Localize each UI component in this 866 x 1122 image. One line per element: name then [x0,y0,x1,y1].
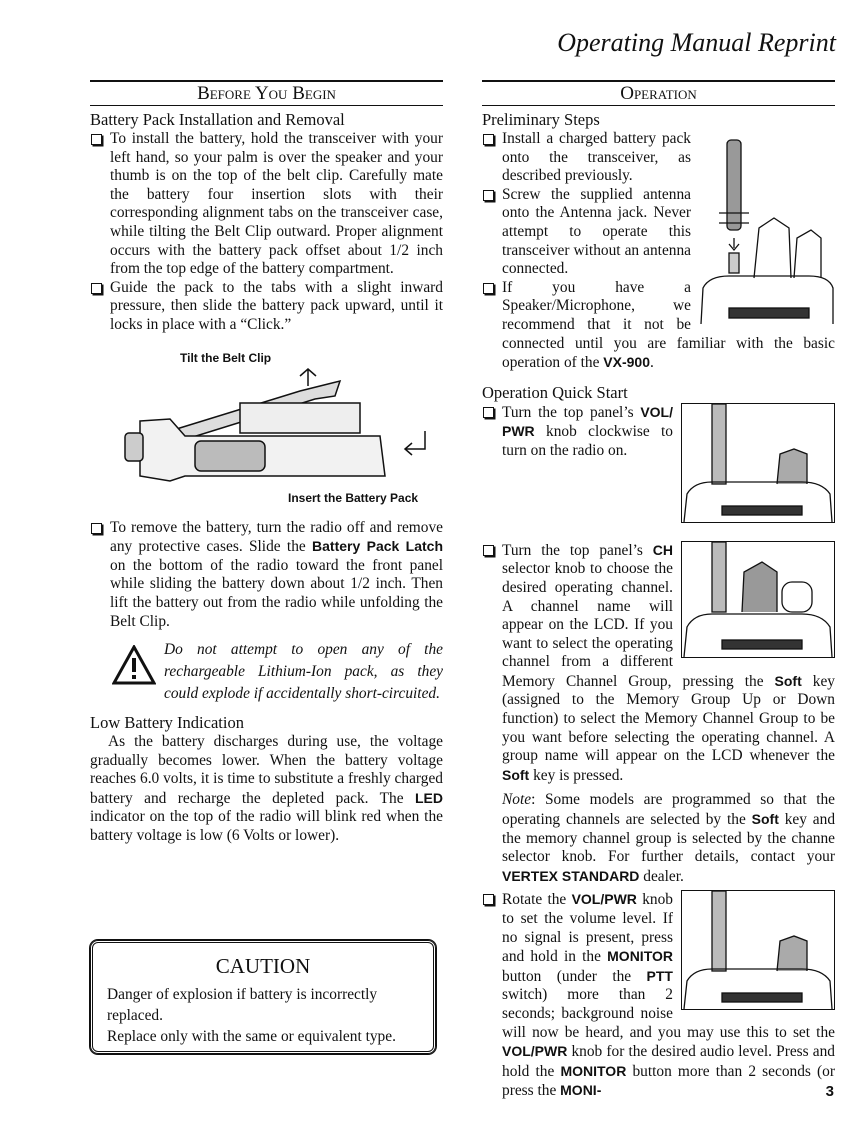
warning-triangle-icon [112,645,156,685]
insert-battery-label: Insert the Battery Pack [288,490,419,505]
caution-line-2: Replace only with the same or equivalent type. [107,1027,396,1045]
text-run: To install the battery, hold the transceiver with your left hand, so your palm is over the speaker and your thumb is on the top of the belt clip. Carefully mate the battery four insertion slots with their corresponding alignment tabs on the transceiver case, while tilting the Belt Clip outward. Proper alignment occurs with the battery pack offset about 1/2 inch from the top edge of the battery compartment. [110,130,443,278]
bullet-remove [90,519,443,632]
paragraph-text [482,791,835,886]
text-run: Install a charged battery pack onto the transceiver, as described previously. [502,130,691,185]
bullet-install-battery [482,130,835,186]
left-column [90,80,443,846]
section-before-you-begin: Before You Begin [90,80,443,106]
preliminary-heading: Preliminary Steps [482,110,600,129]
bold-term: Soft [502,766,530,783]
paragraph-text [502,890,835,1101]
paragraph-text [502,279,835,373]
text-run: indicator on the top of the radio will blink red when the battery voltage is low (6 Volts or lower). [90,808,443,845]
text-run: Turn the top panel’s [502,403,641,421]
checkbox-bullet-icon [483,134,494,145]
checkbox-bullet-icon [483,545,494,556]
caution-title: CAUTION [215,954,311,978]
warning-text: Do not attempt to open any of the rechargeable Lithium-Ion pack, as they could explode if accidentally short-circuited. [164,641,443,703]
paragraph-text [502,541,835,786]
page-header: Operating Manual Reprint [557,28,836,57]
bullet-volume [482,890,835,1101]
paragraph-text [110,519,443,632]
bold-term: CH [652,541,673,558]
paragraph-text [110,130,443,279]
text-run: : Some models are programmed so that the operating channels are selected by the [502,791,835,829]
right-column [482,80,835,1101]
bold-term: Battery Pack Latch [312,538,443,555]
text-run: Note [502,791,532,809]
text-run: Turn the top panel’s [502,541,653,559]
warning-note [112,639,443,705]
text-run: knob for the desired audio level. Press and hold the [502,1043,835,1080]
text-run: . [650,354,654,372]
text-run: If you have a Speaker/Microphone, we recommend that it not be connected until you are familiar with the basic operation of the [502,278,835,372]
bold-term: Soft [751,811,779,828]
text-run: As the battery discharges during use, the voltage gradually becomes lower. When the battery voltage reaches 6.0 volts, it is time to substitute a freshly charged battery and recharge the depleted pack. The [90,733,443,807]
text-run: Screw the supplied antenna onto the Antenna jack. Never attempt to operate this transceiver without an antenna connected. [502,185,691,278]
checkbox-bullet-icon [91,134,102,145]
text-run: knob clockwise to turn on the radio on. [502,423,673,459]
paragraph-text [502,130,835,186]
text-run: Rotate the [502,891,572,909]
text-run: key (assigned to the Memory Group Up or Down function) to select the Memory Channel Group to be you want before selecting the operating channel. A group name will appear on the LCD whenever the [502,672,835,765]
text-run: on the bottom of the radio toward the front panel while sliding the battery down about 1/2 inch. Then lift the battery out from the radio while unfolding the Belt Clip. [110,556,443,630]
bullet-power-on [482,403,835,461]
bullet-guide [90,279,443,335]
text-run: button (under the [502,967,647,985]
bullet-speaker-mic [482,279,835,373]
tilt-belt-clip-label: Tilt the Belt Clip [180,350,272,365]
section-operation: Operation [482,80,835,106]
bold-term: VOL/PWR [502,1043,568,1060]
bold-term: VX-900 [603,354,650,371]
battery-figure [90,341,443,513]
text-run: selector knob to choose the desired operating channel. A channel name will appear on the LCD. If you want to select the operating channel from a different Memory Channel Group, pressing the [502,560,775,690]
page-number: 3 [825,1083,834,1100]
paragraph-text [502,186,835,279]
caution-box [90,940,436,1054]
bullet-install [90,130,443,279]
battery-heading: Battery Pack Installation and Removal [90,110,345,129]
bullet-channel-select [482,541,835,786]
text-run: Guide the pack to the tabs with a slight inward pressure, then slide the battery pack upward, until it locks in place with a “Click.” [110,278,443,333]
bold-term: Soft [774,672,802,689]
text-run: switch) more than 2 seconds; background noise will now be heard, and you may use this to set the [502,986,835,1041]
bold-term: PTT [646,967,673,984]
checkbox-bullet-icon [483,894,494,905]
bold-term: VOL/PWR [571,891,637,908]
paragraph-text [502,403,835,461]
text-run: key and the memory channel group is selected by the channe selector knob. For further details, contact your [502,811,836,866]
checkbox-bullet-icon [483,407,494,418]
bold-term: VERTEX STANDARD [502,867,640,884]
paragraph-text [110,279,443,335]
text-run: dealer. [639,867,684,885]
checkbox-bullet-icon [483,283,494,294]
checkbox-bullet-icon [483,190,494,201]
low-battery-heading: Low Battery Indication [90,713,244,733]
bold-term: LED [415,789,443,806]
caution-line-1: Danger of explosion if battery is incorrectly replaced. [107,985,378,1024]
quick-start-heading: Operation Quick Start [482,382,628,402]
bold-term: MONITOR [560,1062,627,1079]
checkbox-bullet-icon [91,283,102,294]
text-run: knob to set the volume level. If no signal is present, press and hold in the [502,891,673,966]
text-run: button more than 2 seconds (or press the [502,1062,835,1100]
bold-term: MONITOR [607,948,673,965]
text-run: To remove the battery, turn the radio off and remove any protective cases. Slide the [110,518,443,556]
bold-term: MONI- [560,1082,602,1099]
paragraph-text [90,733,443,846]
text-run: key is pressed. [529,766,624,784]
checkbox-bullet-icon [91,523,102,534]
bullet-antenna [482,186,835,279]
bold-term: VOL/ PWR [502,403,673,440]
